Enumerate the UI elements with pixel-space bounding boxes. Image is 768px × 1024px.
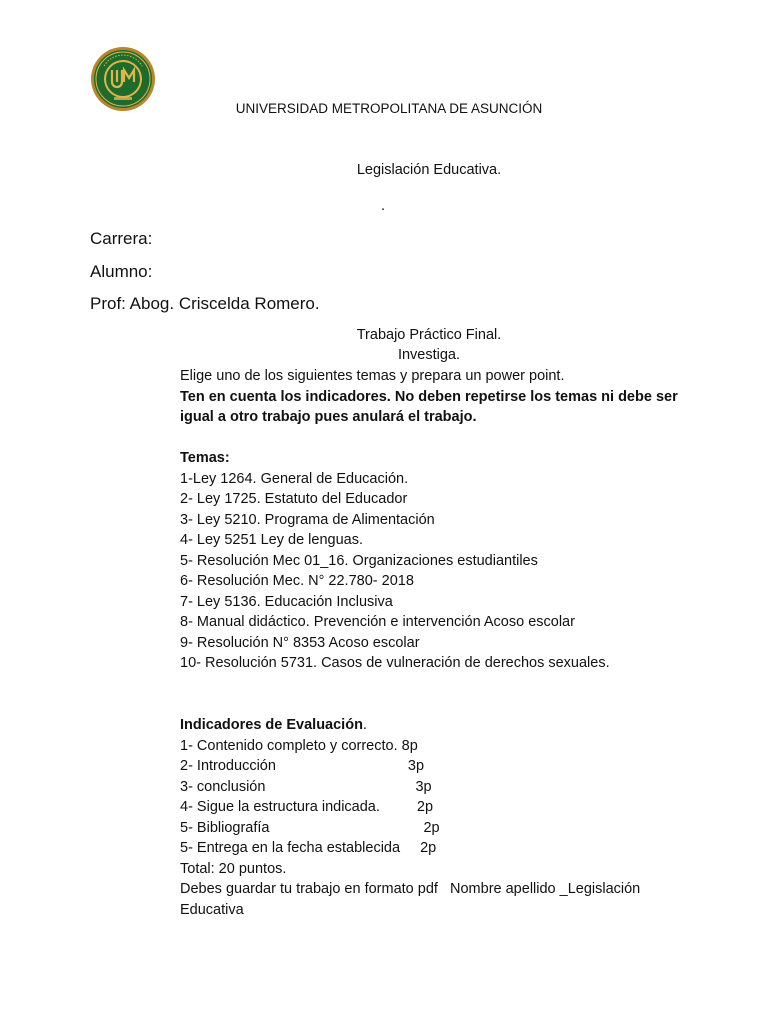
topic-item: 3- Ley 5210. Programa de Alimentación — [180, 511, 435, 528]
subject-title: Legislación Educativa. — [356, 162, 502, 178]
university-name: UNIVERSIDAD METROPOLITANA DE ASUNCIÓN — [235, 101, 543, 116]
indicator-label: 1- Contenido completo y correcto. — [180, 737, 398, 754]
total-points: Total: 20 puntos. — [180, 860, 287, 877]
submission-note: Debes guardar tu trabajo en formato pdf Nombre apellido _Legislación Educativa — [180, 881, 645, 918]
topic-item: 2- Ley 1725. Estatuto del Educador — [180, 491, 408, 507]
indicator-label: 3- conclusión — [180, 778, 266, 795]
indicator-row — [180, 777, 680, 798]
indicator-points: 3p — [415, 778, 432, 795]
topic-item: 9- Resolución N° 8353 Acoso escolar — [180, 634, 420, 651]
assignment-body — [180, 366, 680, 674]
indicator-points: 2p — [420, 840, 437, 856]
topic-item: 6- Resolución Mec. N° 22.780- 2018 — [180, 573, 414, 589]
evaluation-section — [180, 715, 680, 920]
evaluation-heading: Indicadores de Evaluación — [180, 717, 363, 733]
separator-dot: . — [381, 198, 386, 214]
topic-item: 1-Ley 1264. General de Educación. — [180, 470, 409, 487]
indicator-label: 5- Bibliografía — [180, 819, 270, 836]
topic-item: 4- Ley 5251 Ley de lenguas. — [180, 532, 363, 548]
indicator-points: 3p — [407, 758, 425, 774]
topic-item: 10- Resolución 5731. Casos de vulneración de derechos sexuales. — [180, 655, 610, 671]
topic-item: 7- Ley 5136. Educación Inclusiva — [180, 593, 393, 610]
indicator-row — [180, 736, 680, 757]
evaluation-heading-line — [180, 715, 680, 736]
indicator-points: 2p — [416, 799, 434, 815]
instruction-text: Elige uno de los siguientes temas y prepara un power point. — [180, 368, 565, 384]
indicator-row — [180, 818, 680, 839]
indicator-points: 8p — [401, 737, 418, 754]
topic-item: 8- Manual didáctico. Prevención e intervención Acoso escolar — [180, 614, 575, 630]
indicator-points: 2p — [423, 819, 440, 836]
indicator-label: 2- Introducción — [180, 758, 276, 774]
topics-heading: Temas: — [180, 450, 230, 466]
topic-item: 5- Resolución Mec 01_16. Organizaciones estudiantiles — [180, 552, 538, 569]
student-label: Alumno: — [90, 262, 153, 281]
professor-label: Prof: Abog. Criscelda Romero. — [90, 294, 320, 313]
indicator-row — [180, 756, 680, 777]
assignment-title: Trabajo Práctico Final. — [356, 327, 502, 343]
warning-text: Ten en cuenta los indicadores. No deben repetirse los temas ni debe ser igual a otro trabajo pues anulará el trabajo. — [180, 388, 678, 425]
indicator-row — [180, 797, 680, 818]
evaluation-heading-suffix: . — [362, 717, 367, 733]
indicator-label: 4- Sigue la estructura indicada. — [180, 799, 380, 815]
assignment-subtitle: Investiga. — [397, 347, 461, 363]
career-label: Carrera: — [90, 229, 153, 248]
indicator-row — [180, 838, 680, 859]
indicator-label: 5- Entrega en la fecha establecida — [180, 840, 401, 856]
